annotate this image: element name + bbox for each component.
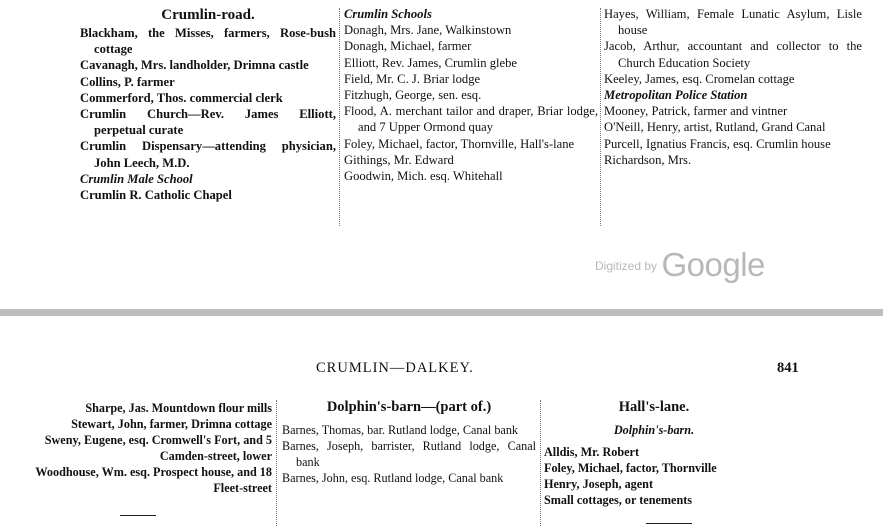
page-crumlin-dalkey xyxy=(0,316,883,526)
directory-entry: Small cottages, or tenements xyxy=(544,493,693,507)
column-3 xyxy=(604,6,862,168)
directory-entry: Elliott, Rev. James, Crumlin glebe xyxy=(344,55,518,70)
directory-entry: Metropolitan Police Station xyxy=(604,88,748,103)
directory-entry: Mooney, Patrick, farmer and vintner xyxy=(604,104,788,119)
directory-entry: Foley, Michael, factor, Thornville, Hall's-lane xyxy=(344,136,575,151)
directory-entry: Woodhouse, Wm. esq. Prospect house, and 18 Fleet-street xyxy=(35,465,272,495)
section-subheading: Dolphin's-barn. xyxy=(613,423,695,437)
entry-list xyxy=(544,444,764,508)
entry-list xyxy=(604,6,862,168)
directory-entry: Jacob, Arthur, accountant and collector to the Church Education Society xyxy=(604,39,862,70)
directory-entry: Barnes, John, esq. Rutland lodge, Canal bank xyxy=(282,471,504,485)
column-dolphins-barn xyxy=(282,398,536,486)
directory-entry: Stewart, John, farmer, Drimna cottage xyxy=(71,417,272,431)
directory-entry: O'Neill, Henry, artist, Rutland, Grand Canal xyxy=(604,120,826,135)
directory-entry: Crumlin Dispensary—attending physician, John Leech, M.D. xyxy=(80,139,336,170)
entry-list xyxy=(282,422,536,486)
directory-entry: Crumlin R. Catholic Chapel xyxy=(80,188,232,203)
directory-entry: Goodwin, Mich. esq. Whitehall xyxy=(344,169,503,184)
google-logo-text: Google xyxy=(661,246,765,283)
section-heading: Dolphin's-barn—(part of.) xyxy=(326,399,492,415)
running-head: CRUMLIN—DALKEY. xyxy=(316,360,474,376)
entry-list xyxy=(80,25,336,203)
directory-entry: Donagh, Mrs. Jane, Walkinstown xyxy=(344,23,512,38)
directory-entry: Cavanagh, Mrs. landholder, Drimna castle xyxy=(80,58,309,73)
column-divider xyxy=(540,400,541,526)
column-continued xyxy=(22,400,272,496)
section-heading: Crumlin-road. xyxy=(161,7,255,23)
page-number: 841 xyxy=(777,360,799,376)
column-halls-lane xyxy=(544,398,764,508)
column-2 xyxy=(344,6,598,184)
digitized-label: Digitized by xyxy=(595,259,658,273)
column-divider xyxy=(339,8,340,226)
directory-entry: Alldis, Mr. Robert xyxy=(544,445,640,459)
directory-entry: Blackham, the Misses, farmers, Rose-bush cottage xyxy=(80,26,336,57)
directory-entry: Donagh, Michael, farmer xyxy=(344,39,472,54)
page-separator xyxy=(0,309,883,316)
section-heading: Hall's-lane. xyxy=(618,399,690,415)
directory-entry: Crumlin Male School xyxy=(80,171,193,186)
directory-entry: Henry, Joseph, agent xyxy=(544,477,654,491)
directory-entry: Barnes, Thomas, bar. Rutland lodge, Canal bank xyxy=(282,423,519,437)
directory-entry: Sharpe, Jas. Mountdown flour mills xyxy=(85,401,272,415)
entry-list xyxy=(22,400,272,496)
directory-entry: Crumlin Schools xyxy=(344,7,432,21)
directory-entry: Crumlin Church—Rev. James Elliott, perpetual curate xyxy=(80,107,336,138)
column-divider xyxy=(276,400,277,526)
directory-entry: Hayes, William, Female Lunatic Asylum, Lisle house xyxy=(604,7,862,38)
end-rule xyxy=(120,515,156,516)
directory-entry: Flood, A. merchant tailor and draper, Briar lodge, and 7 Upper Ormond quay xyxy=(344,104,598,135)
directory-entry: Fitzhugh, George, sen. esq. xyxy=(344,88,482,103)
column-divider xyxy=(600,8,601,226)
directory-entry: Githings, Mr. Edward xyxy=(344,152,454,167)
directory-entry: Barnes, Joseph, barrister, Rutland lodge, Canal bank xyxy=(282,439,536,469)
end-rule xyxy=(646,523,692,524)
entry-list xyxy=(344,6,598,184)
directory-entry: Collins, P. farmer xyxy=(80,74,175,89)
directory-entry: Richardson, Mrs. xyxy=(604,152,692,167)
directory-entry: Keeley, James, esq. Cromelan cottage xyxy=(604,71,795,86)
directory-entry: Commerford, Thos. commercial clerk xyxy=(80,90,283,105)
directory-entry: Sweny, Eugene, esq. Cromwell's Fort, and 5 Camden-street, lower xyxy=(44,433,272,463)
column-crumlin-road xyxy=(80,6,336,203)
directory-entry: Foley, Michael, factor, Thornville xyxy=(544,461,717,475)
directory-entry: Purcell, Ignatius Francis, esq. Crumlin house xyxy=(604,136,831,151)
digitized-by-google-watermark xyxy=(595,246,765,282)
directory-entry: Field, Mr. C. J. Briar lodge xyxy=(344,71,481,86)
